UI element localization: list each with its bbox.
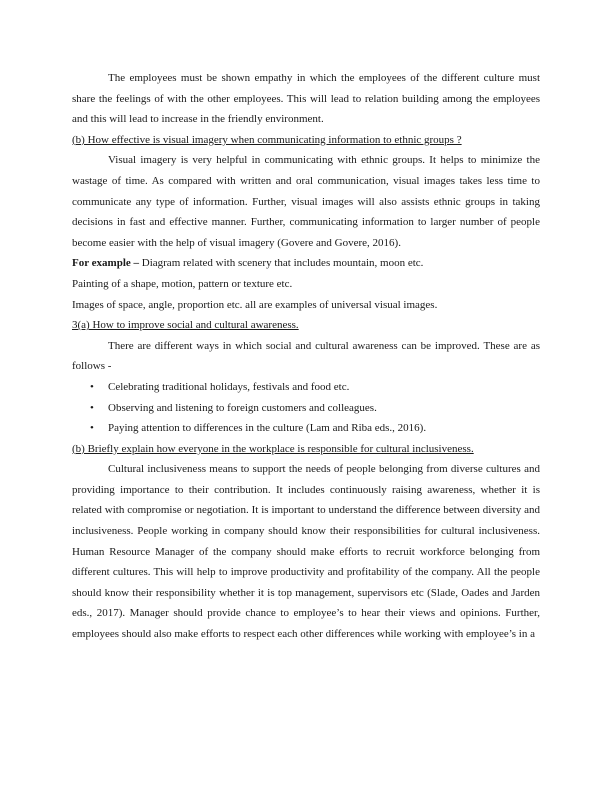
list-item-text: Observing and listening to foreign customers and colleagues. [108, 401, 377, 414]
document-page [72, 68, 540, 645]
paragraph-empathy: The employees must be shown empathy in which the employees of the different culture must share the feelings of with the other employees. This will lead to relation building among the employees and this will lead to increase in the friendly environment. [72, 72, 540, 126]
bullet-icon: • [90, 401, 94, 414]
painting-line: Painting of a shape, motion, pattern or texture etc. [72, 277, 293, 290]
list-item-text: Celebrating traditional holidays, festivals and food etc. [108, 380, 350, 393]
heading-visual-imagery: (b) How effective is visual imagery when communicating information to ethnic groups ? [72, 133, 462, 146]
example-text: Diagram related with scenery that includes mountain, moon etc. [139, 257, 424, 270]
images-line: Images of space, angle, proportion etc. all are examples of universal visual images. [72, 298, 438, 311]
list-item [72, 377, 540, 398]
heading-cultural-inclusiveness: (b) Briefly explain how everyone in the workplace is responsible for cultural inclusiveness. [72, 442, 474, 455]
list-item [72, 398, 540, 419]
example-label: For example – [72, 257, 140, 270]
paragraph-cultural-inclusiveness: Cultural inclusiveness means to support the needs of people belonging from diverse cultures and providing importance to their contribution. It includes continuously raising awareness, whether it is related with compromise or negotiation. It is important to understand the difference between diversity and inclusiveness. People working in company should know their responsibilities for cultural inclusiveness. Human Resource Manager of the company should make efforts to recruit workforce belonging from different cultures. This will help to improve productivity and profitability of the company. All the people should know their responsibility whether it is top management, supervisors etc (Slade, Oades and Jarden eds., 2017). Manager should provide chance to employee’s to hear their views and opinions. Further, employees should also make efforts to respect each other differences while working with employee’s in a [72, 463, 540, 641]
paragraph-awareness-intro: There are different ways in which social and cultural awareness can be improved. These are as follows - [72, 339, 540, 373]
heading-social-awareness: 3(a) How to improve social and cultural awareness. [72, 319, 299, 332]
example-line [72, 253, 540, 274]
list-item-text: Paying attention to differences in the culture (Lam and Riba eds., 2016). [108, 422, 427, 435]
awareness-bullet-list [72, 377, 540, 439]
bullet-icon: • [90, 422, 94, 435]
paragraph-visual-imagery: Visual imagery is very helpful in communicating with ethnic groups. It helps to minimize the wastage of time. As compared with written and oral communication, visual images takes less time to communicate any type of information. Further, visual images will also assists ethnic groups in taking decisions in fast and effective manner. Further, communicating information to larger number of people become easier with the help of visual imagery (Govere and Govere, 2016). [72, 154, 540, 249]
bullet-icon: • [90, 380, 94, 393]
list-item [72, 418, 540, 439]
